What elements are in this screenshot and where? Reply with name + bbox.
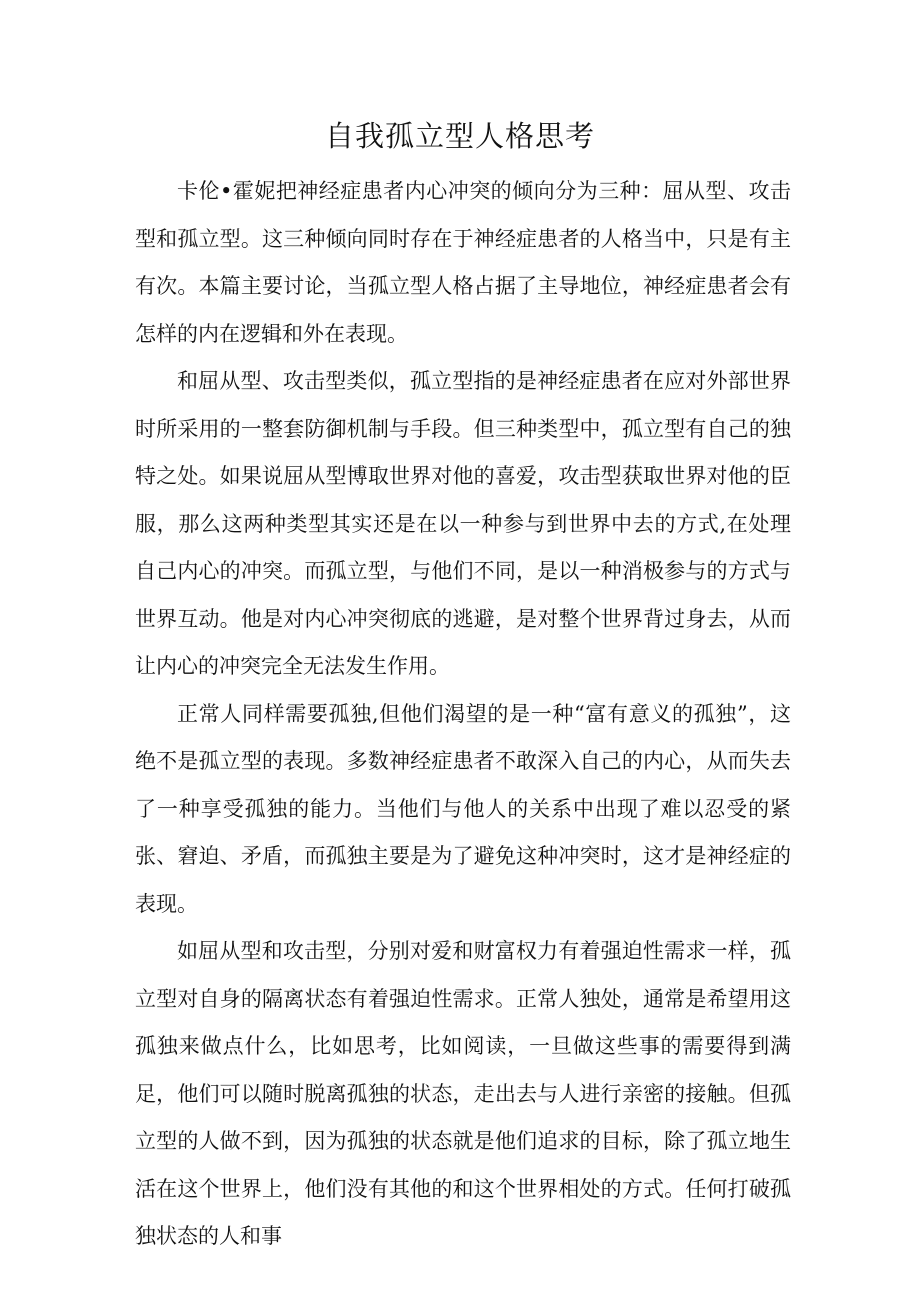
paragraph-3: 正常人同样需要孤独,但他们渴望的是一种“富有意义的孤独”，这绝不是孤立型的表现。多数神经症患者不敢深入自己的内心，从而失去了一种享受孤独的能力。当他们与他人的关系中出现了难以忍受的紧张、窘迫、矛盾，而孤独主要是为了避免这种冲突时，这才是神经症的表现。 bbox=[135, 701, 791, 916]
paragraph-4: 如屈从型和攻击型，分别对爱和财富权力有着强迫性需求一样，孤立型对自身的隔离状态有着强迫性需求。正常人独处，通常是希望用这孤独来做点什么，比如思考，比如阅读，一旦做这些事的需要得到满足，他们可以随时脱离孤独的状态，走出去与人进行亲密的接触。但孤立型的人做不到，因为孤独的状态就是他们追求的目标，除了孤立地生活在这个世界上，他们没有其他的和这个世界相处的方式。任何打破孤独状态的人和事 bbox=[135, 939, 791, 1248]
document-body bbox=[135, 168, 791, 1261]
paragraph-1: 卡伦•霍妮把神经症患者内心冲突的倾向分为三种：屈从型、攻击型和孤立型。这三种倾向同时存在于神经症患者的人格当中，只是有主有次。本篇主要讨论，当孤立型人格占据了主导地位，神经症患者会有怎样的内在逻辑和外在表现。 bbox=[135, 179, 791, 346]
document-title: 自我孤立型人格思考 bbox=[324, 119, 595, 153]
paragraph-2: 和屈从型、攻击型类似，孤立型指的是神经症患者在应对外部世界时所采用的一整套防御机制与手段。但三种类型中，孤立型有自己的独特之处。如果说屈从型博取世界对他的喜爱，攻击型获取世界对他的臣服，那么这两种类型其实还是在以一种参与到世界中去的方式,在处理自己内心的冲突。而孤立型，与他们不同，是以一种消极参与的方式与世界互动。他是对内心冲突彻底的逃避，是对整个世界背过身去，从而让内心的冲突完全无法发生作用。 bbox=[135, 369, 791, 678]
